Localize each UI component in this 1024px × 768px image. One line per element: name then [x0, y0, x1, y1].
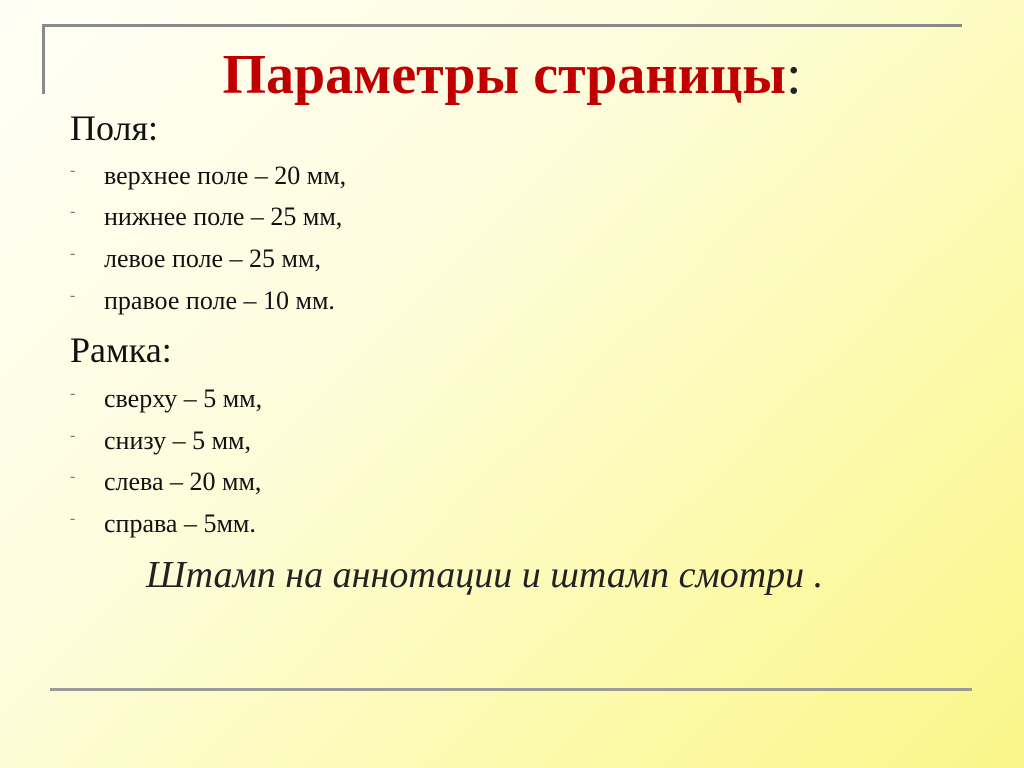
top-rule	[42, 24, 962, 27]
list-bullet: -	[70, 287, 76, 304]
list-item-text: правое поле – 10 мм.	[104, 286, 335, 315]
list-bullet: -	[70, 468, 76, 485]
list-item-text: справа – 5мм.	[104, 509, 256, 538]
list-item-text: верхнее поле – 20 мм,	[104, 161, 347, 190]
list-item-text: слева – 20 мм,	[104, 467, 262, 496]
list-bullet: -	[70, 510, 76, 527]
bottom-rule	[50, 688, 972, 691]
list-bullet: -	[70, 203, 76, 220]
list-item-text: сверху – 5 мм,	[104, 384, 263, 413]
list-item-text: левое поле – 25 мм,	[104, 244, 321, 273]
list-bullet: -	[70, 427, 76, 444]
slide-title	[0, 40, 1024, 110]
frame-heading: Рамка:	[70, 330, 172, 370]
list-item-text: снизу – 5 мм,	[104, 426, 251, 455]
slide-title-colon: :	[785, 44, 802, 106]
list-item-text: нижнее поле – 25 мм,	[104, 202, 343, 231]
fields-heading: Поля:	[70, 108, 159, 148]
list-bullet: -	[70, 245, 76, 262]
list-bullet: -	[70, 162, 76, 179]
list-bullet: -	[70, 385, 76, 402]
slide-title-text: Параметры страницы	[222, 44, 786, 106]
stamp-note: Штамп на аннотации и штамп смотри .	[146, 554, 824, 596]
